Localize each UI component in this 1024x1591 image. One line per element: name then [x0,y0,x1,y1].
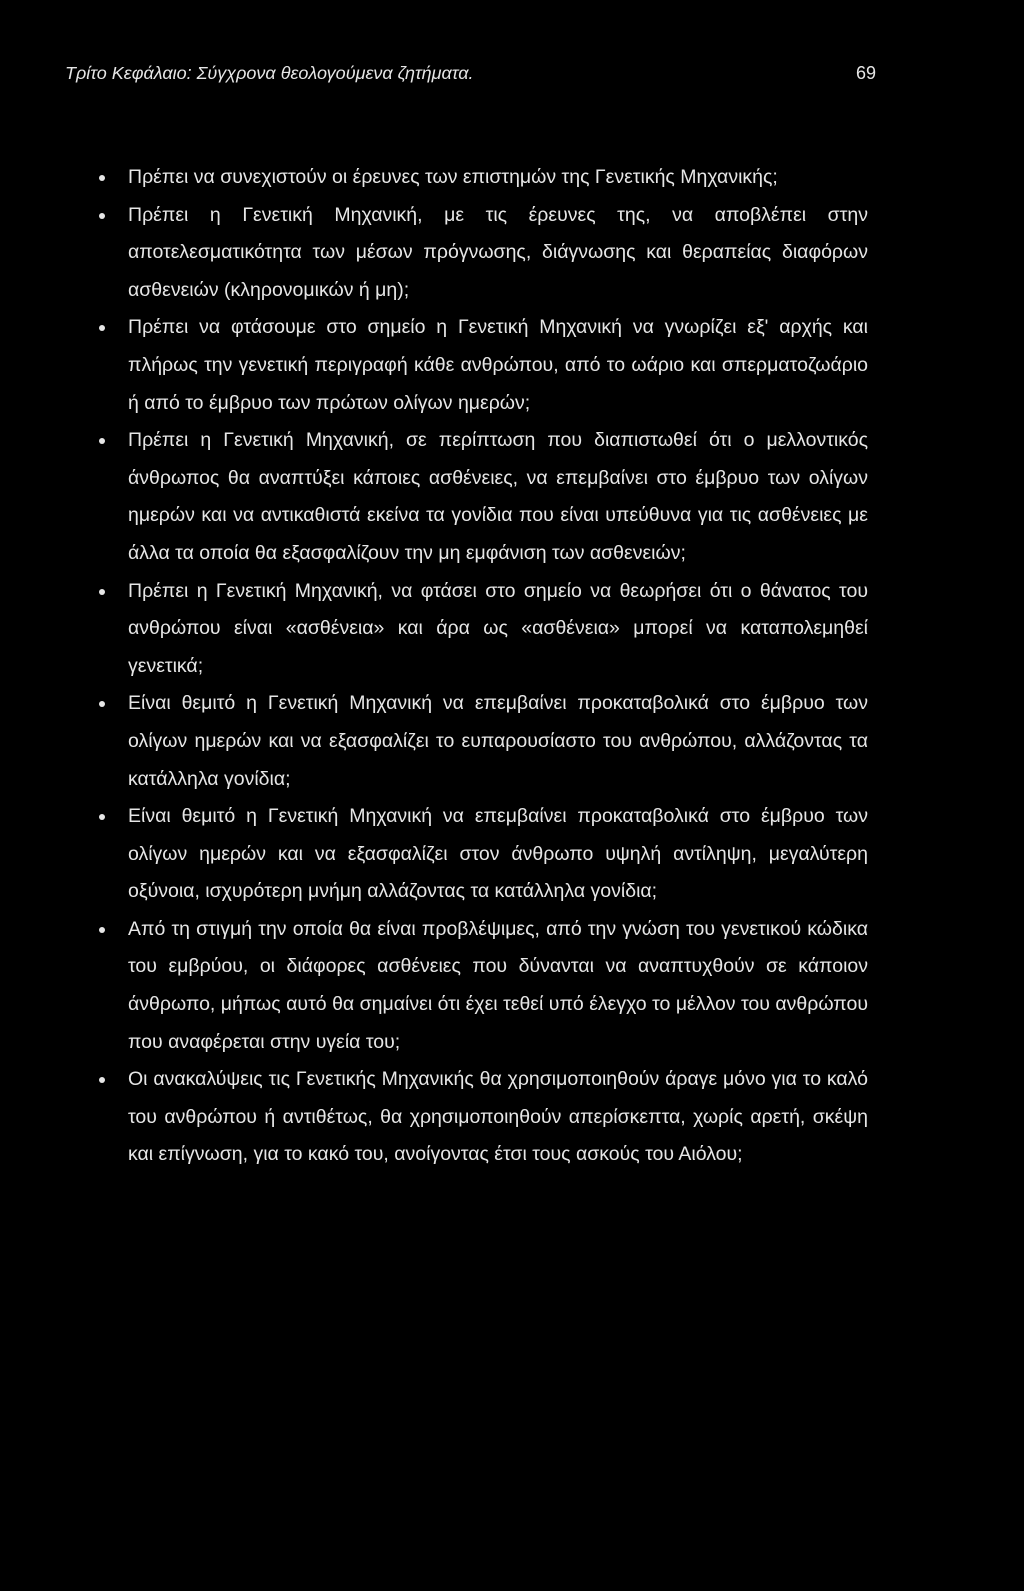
list-item [128,685,868,798]
list-item-text: Πρέπει η Γενετική Μηχανική, να φτάσει στο σημείο να θεωρήσει ότι ο θάνατος του ανθρώπου είναι «ασθένεια» και άρα ως «ασθένεια» μπορεί να καταπολεμηθεί γενετικά; [128,579,868,677]
list-item [128,1061,868,1174]
list-item-text: Πρέπει να συνεχιστούν οι έρευνες των επιστημών της Γενετικής Μηχανικής; [128,166,778,188]
list-item [128,309,868,422]
list-item-text: Πρέπει να φτάσουμε στο σημείο η Γενετική Μηχανική να γνωρίζει εξ' αρχής και πλήρως την γενετική περιγραφή κάθε ανθρώπου, από το ωάριο και σπερματοζωάριο ή από το έμβρυο των πρώτων ολίγων ημερών; [128,316,868,414]
list-item [128,197,868,310]
bullet-icon [99,213,105,219]
bullet-icon [99,175,105,181]
bullet-icon [99,1077,105,1083]
list-item [128,798,868,911]
bullet-icon [99,701,105,707]
list-item [128,159,868,197]
page-number: 69 [855,63,876,83]
list-item [128,422,868,572]
question-list [0,159,1024,1174]
list-item-text: Είναι θεμιτό η Γενετική Μηχανική να επεμβαίνει προκαταβολικά στο έμβρυο των ολίγων ημερών και να εξασφαλίζει στον άνθρωπο υψηλή αντίληψη, μεγαλύτερη οξύνοια, ισχυρότερη μνήμη αλλάζοντας τα κατάλληλα γονίδια; [128,805,868,903]
bullet-icon [99,325,105,331]
list-item-text: Οι ανακαλύψεις τις Γενετικής Μηχανικής θα χρησιμοποιηθούν άραγε μόνο για το καλό του ανθρώπου ή αντιθέτως, θα χρησιμοποιηθούν απερίσκεπτα, χωρίς αρετή, σκέψη και επίγνωση, για το κακό του, ανοίγοντας έτσι τους ασκούς του Αιόλου; [128,1068,868,1166]
list-item-text: Πρέπει η Γενετική Μηχανική, σε περίπτωση που διαπιστωθεί ότι ο μελλοντικός άνθρωπος θα αναπτύξει κάποιες ασθένειες, να επεμβαίνει στο έμβρυο των ολίγων ημερών και να αντικαθιστά εκείνα τα γονίδια που είναι υπεύθυνα για τις ασθένειες με άλλα τα οποία θα εξασφαλίζουν την μη εμφάνιση των ασθενειών; [128,429,868,564]
list-item-text: Από τη στιγμή την οποία θα είναι προβλέψιμες, από την γνώση του γενετικού κώδικα του εμβρύου, οι διάφορες ασθένειες που δύνανται να αναπτυχθούν σε κάποιον άνθρωπο, μήπως αυτό θα σημαίνει ότι έχει τεθεί υπό έλεγχο το μέλλον του ανθρώπου που αναφέρεται στην υγεία του; [128,917,868,1053]
list-item-text: Πρέπει η Γενετική Μηχανική, με τις έρευνες της, να αποβλέπει στην αποτελεσματικότητα των μέσων πρόγνωσης, διάγνωσης και θεραπείας διαφόρων ασθενειών (κληρονομικών ή μη); [128,203,868,301]
list-item [128,911,868,1061]
bullet-icon [99,438,105,444]
bullet-icon [99,927,105,933]
bullet-icon [99,589,105,595]
list-item-text: Είναι θεμιτό η Γενετική Μηχανική να επεμβαίνει προκαταβολικά στο έμβρυο των ολίγων ημερών και να εξασφαλίζει το ευπαρουσίαστο του ανθρώπου, αλλάζοντας τα κατάλληλα γονίδια; [128,692,868,790]
running-header [65,60,876,86]
list-item [128,573,868,686]
bullet-icon [99,814,105,820]
chapter-title: Τρίτο Κεφάλαιο: Σύγχρονα θεολογούμενα ζητήματα. [65,63,474,83]
